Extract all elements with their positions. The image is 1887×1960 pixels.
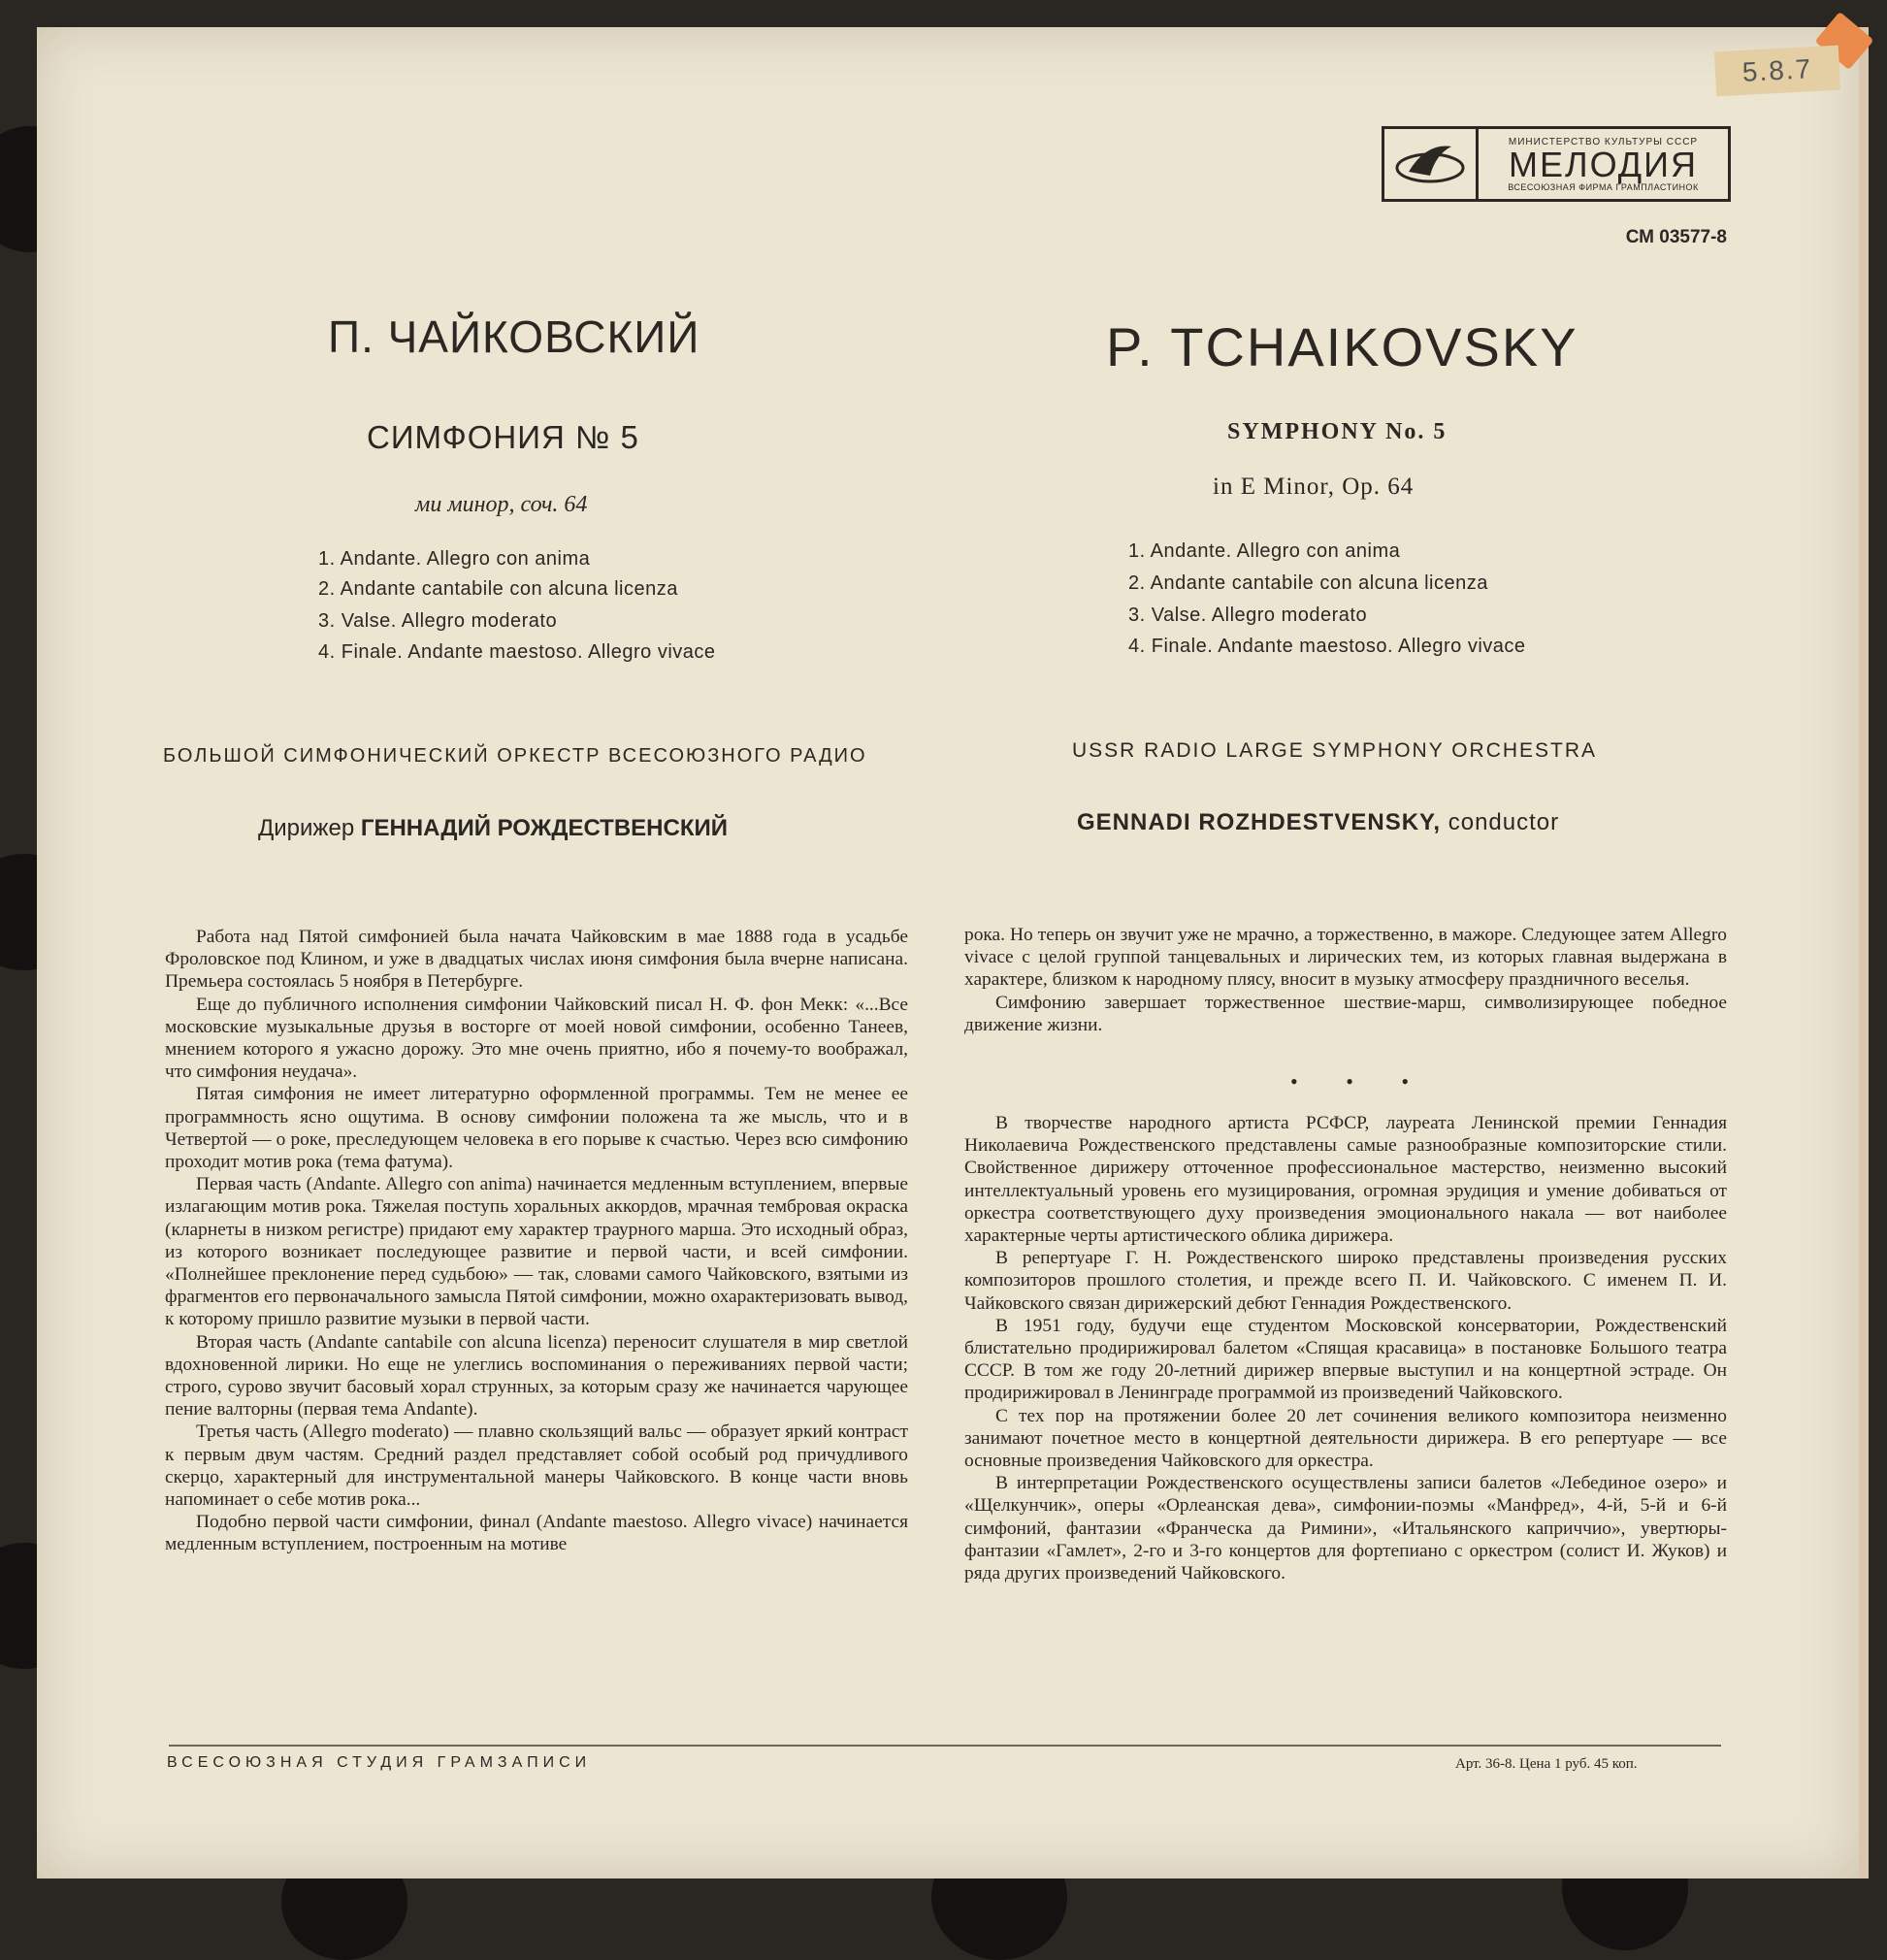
notes-paragraph: Еще до публичного исполнения симфонии Чайковский писал Н. Ф. фон Мекк: «...Все московские музыкальные друзья в восторге от моей новой симфонии, особенно Танеев, мнением которого я ужасно дорожу. Это мне очень приятно, ибо я почему-то воображал, что симфония неудача». <box>165 994 908 1083</box>
movement-russian: 4. Finale. Andante maestoso. Allegro vivace <box>318 641 716 663</box>
melodiya-emblem-icon <box>1384 129 1479 199</box>
orchestra-english: USSR RADIO LARGE SYMPHONY ORCHESTRA <box>1072 739 1598 762</box>
movement-english: 3. Valse. Allegro moderato <box>1128 604 1368 626</box>
liner-notes-right-bottom <box>964 1112 1727 1584</box>
conductor-name: ГЕННАДИЙ РОЖДЕСТВЕНСКИЙ <box>360 815 728 841</box>
notes-paragraph: Работа над Пятой симфонией была начата Чайковским в мае 1888 года в усадьбе Фроловское под Клином, и уже в двадцатых числах июня симфония была вчерне написана. Премьера состоялась 5 ноября в Петербурге. <box>165 927 908 993</box>
movement-english: 1. Andante. Allegro con anima <box>1128 540 1401 562</box>
movement-russian: 1. Andante. Allegro con anima <box>318 548 591 570</box>
conductor-label: Дирижер <box>258 815 355 841</box>
movement-english: 4. Finale. Andante maestoso. Allegro vivace <box>1128 636 1526 657</box>
movement-english: 2. Andante cantabile con alcuna licenza <box>1128 572 1488 594</box>
footer-price: Арт. 36-8. Цена 1 руб. 45 коп. <box>1455 1756 1638 1772</box>
notes-paragraph: В 1951 году, будучи еще студентом Московской консерватории, Рождественский блистательно продирижировал балетом «Спящая красавица» в постановке Большого театра СССР. В том же году 20-летний дирижер впервые выступил и на концертной эстраде. Он продирижировал в Ленинграде программой из произведений Чайковского. <box>964 1315 1727 1404</box>
notes-paragraph: рока. Но теперь он звучит уже не мрачно, а торжественно, в мажоре. Следующее затем Allegro vivace с целой группой танцевальных и лирических тем, из которых главная выдержана в характере, близком к народному плясу, вносит в музыку атмосферу праздничного веселья. <box>964 925 1727 991</box>
movement-russian: 2. Andante cantabile con alcuna licenza <box>318 578 678 600</box>
notes-paragraph: Пятая симфония не имеет литературно оформленной программы. Тем не менее ее программность ясно ощутима. В основу симфонии положена та же мысль, что и в Четвертой — о роке, преследующем человека в его порыве к счастью. Через всю симфонию проходит мотив рока (тема фатума). <box>165 1084 908 1173</box>
logo-ministry-text: МИНИСТЕРСТВО КУЛЬТУРЫ СССР <box>1508 136 1699 147</box>
work-title-russian: СИМФОНИЯ № 5 <box>367 419 639 455</box>
key-russian: ми минор, соч. 64 <box>415 492 588 517</box>
notes-paragraph: Вторая часть (Andante cantabile con alcuna licenza) переносит слушателя в мир светлой вдохновенной лирики. Но еще не улеглись воспоминания о переживаниях первой части; строго, сурово звучит басовый хорал струнных, за которым сразу же начинается чарующее пение валторны (первая тема Andante). <box>165 1331 908 1421</box>
logo-firm-text: ВСЕСОЮЗНАЯ ФИРМА ГРАМПЛАСТИНОК <box>1508 181 1699 192</box>
notes-paragraph: В репертуаре Г. Н. Рождественского широко представлены произведения русских композиторов прошлого столетия, и прежде всего П. И. Чайковского. С именем П. И. Чайковского связан дирижерский дебют Геннадия Рождественского. <box>964 1248 1727 1314</box>
work-title-english: SYMPHONY No. 5 <box>1227 419 1448 444</box>
conductor-name: GENNADI ROZHDESTVENSKY, <box>1077 809 1442 835</box>
notes-paragraph: С тех пор на протяжении более 20 лет сочинения великого композитора неизменно занимают почетное место в концертной деятельности дирижера. В его репертуаре — все основные произведения Чайковского для оркестра. <box>964 1405 1727 1472</box>
movement-russian: 3. Valse. Allegro moderato <box>318 610 558 632</box>
composer-russian: П. ЧАЙКОВСКИЙ <box>328 311 700 362</box>
notes-paragraph: В интерпретации Рождественского осуществлены записи балетов «Лебединое озеро» и «Щелкунчик», оперы «Орлеанская дева», симфонии-поэмы «Манфред», 4-й, 5-й и 6-й симфоний, фантазии «Франческа да Римини», «Итальянского каприччио», увертюры-фантазии «Гамлет», 2-го и 3-го концертов для фортепиано с оркестром (солист И. Жуков) и ряда других произведений Чайковского. <box>964 1473 1727 1584</box>
section-separator: • • • <box>1290 1069 1431 1094</box>
liner-notes-right-top <box>964 924 1727 1036</box>
footer-studio: ВСЕСОЮЗНАЯ СТУДИЯ ГРАМЗАПИСИ <box>167 1754 592 1771</box>
notes-paragraph: Первая часть (Andante. Allegro con anima) начинается медленным вступлением, впервые излагающим мотив рока. Тяжелая поступь хоральных аккордов, мрачная тембровая окраска (кларнеты в низком регистре) придают ему характер траурного марша. Это исходный образ, из которого возникает последующее развитие и первой части, и всей симфонии. «Полнейшее преклонение перед судьбою» — так, словами самого Чайковского, взятыми из фрагментов его первоначального замысла Пятой симфонии, можно охарактеризовать вывод, к которому пришло развитие музыки в первой части. <box>165 1174 908 1330</box>
notes-paragraph: Третья часть (Allegro moderato) — плавно скользящий вальс — образует яркий контраст к первым двум частям. Средний раздел представляет собой особый род причудливого скерцо, характерный для инструментальной манеры Чайковского. В конце части вновь напоминает о себе мотив рока... <box>165 1421 908 1511</box>
notes-paragraph: В творчестве народного артиста РСФСР, лауреата Ленинской премии Геннадия Николаевича Рождественского представлены самые разнообразные композиторские стили. Свойственное дирижеру отточенное профессиональное мастерство, неизменно высокий интеллектуальный уровень его музицирования, огромная эрудиция и умение добиваться от оркестра соответствующего духу произведения эмоционального накала — вот наиболее характерные черты артистического облика дирижера. <box>964 1113 1727 1247</box>
composer-english: P. TCHAIKOVSKY <box>1106 316 1578 377</box>
notes-paragraph: Симфонию завершает торжественное шествие-марш, символизирующее победное движение жизни. <box>964 992 1727 1035</box>
melodiya-logo <box>1382 126 1731 202</box>
conductor-russian <box>258 815 728 842</box>
key-english: in E Minor, Op. 64 <box>1213 474 1415 500</box>
conductor-english <box>1077 809 1559 836</box>
conductor-label: conductor <box>1448 809 1560 835</box>
logo-brand-text: МЕЛОДИЯ <box>1508 144 1699 184</box>
liner-notes-left <box>165 926 908 1556</box>
footer-rule <box>169 1745 1721 1747</box>
price-sticker: 5.8.7 <box>1714 46 1840 97</box>
notes-paragraph: Подобно первой части симфонии, финал (Andante maestoso. Allegro vivace) начинается медленным вступлением, построенным на мотиве <box>165 1512 908 1555</box>
catalog-number: СМ 03577-8 <box>1625 227 1727 247</box>
orchestra-russian: БОЛЬШОЙ СИМФОНИЧЕСКИЙ ОРКЕСТР ВСЕСОЮЗНОГО РАДИО <box>163 745 867 767</box>
